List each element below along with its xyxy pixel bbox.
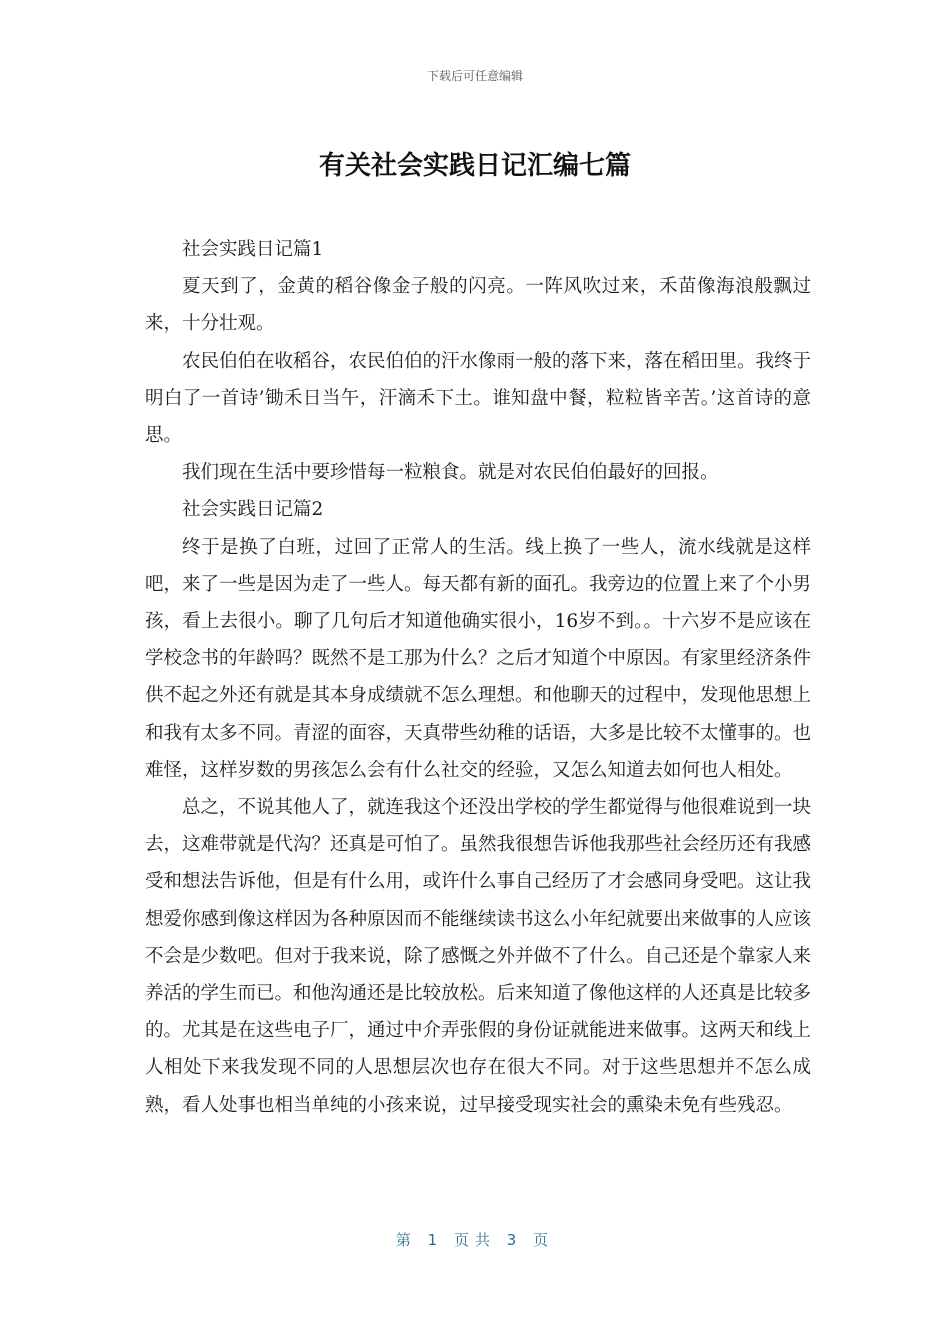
body-paragraph: 夏天到了，金黄的稻谷像金子般的闪亮。一阵风吹过来，禾苗像海浪般飘过来，十分壮观。	[145, 276, 811, 335]
footer-suffix: 页	[533, 1231, 555, 1249]
body-paragraph: 我们现在生活中要珍惜每一粒粮食。就是对农民伯伯最好的回报。	[182, 462, 719, 484]
document-body	[145, 231, 811, 1124]
body-paragraph: 总之，不说其他人了，就连我这个还没出学校的学生都觉得与他很难说到一块去，这难带就是代沟？还真是可怕了。虽然我很想告诉他我那些社会经历还有我感受和想法告诉他，但是有什么用，或许什么事自己经历了才会感同身受吧。这让我想爱你感到像这样因为各种原因而不能继续读书这么小年纪就要出来做事的人应该不会是少数吧。但对于我来说，除了感慨之外并做不了什么。自己还是个靠家人来养活的学生而已。和他沟通还是比较放松。后来知道了像他这样的人还真是比较多的。尤其是在这些电子厂，通过中介弄张假的身份证就能进来做事。这两天和线上人相处下来我发现不同的人思想层次也存在很大不同。对于这些思想并不怎么成熟，看人处事也相当单纯的小孩来说，过早接受现实社会的熏染未免有些残忍。	[145, 797, 812, 1116]
page-footer	[0, 1229, 950, 1250]
footer-current-page: 1	[427, 1231, 444, 1249]
footer-middle: 页共	[453, 1231, 496, 1249]
header-note: 下载后可任意编辑	[426, 69, 523, 83]
body-paragraph: 终于是换了白班，过回了正常人的生活。线上换了一些人，流水线就是这样吧，来了一些是因为走了一些人。每天都有新的面孔。我旁边的位置上来了个小男孩，看上去很小。聊了几句后才知道他确实很小，16岁不到。。十六岁不是应该在学校念书的年龄吗？既然不是工那为什么？之后才知道个中原因。有家里经济条件供不起之外还有就是其本身成绩就不怎么理想。和他聊天的过程中，发现他思想上和我有太多不同。青涩的面容，天真带些幼稚的话语，大多是比较不太懂事的。也难怪，这样岁数的男孩怎么会有什么社交的经验，又怎么知道去如何也人相处。	[145, 536, 812, 781]
footer-total-pages: 3	[506, 1231, 523, 1249]
body-paragraph: 农民伯伯在收稻谷，农民伯伯的汗水像雨一般的落下来，落在稻田里。我终于明白了一首诗’锄禾日当午，汗滴禾下土。谁知盘中餐，粒粒皆辛苦。’这首诗的意思。	[145, 350, 812, 447]
section-heading-1: 社会实践日记篇1	[182, 239, 324, 260]
section-heading-2: 社会实践日记篇2	[182, 499, 324, 521]
footer-prefix: 第	[395, 1231, 417, 1249]
document-title: 有关社会实践日记汇编七篇	[318, 151, 631, 181]
